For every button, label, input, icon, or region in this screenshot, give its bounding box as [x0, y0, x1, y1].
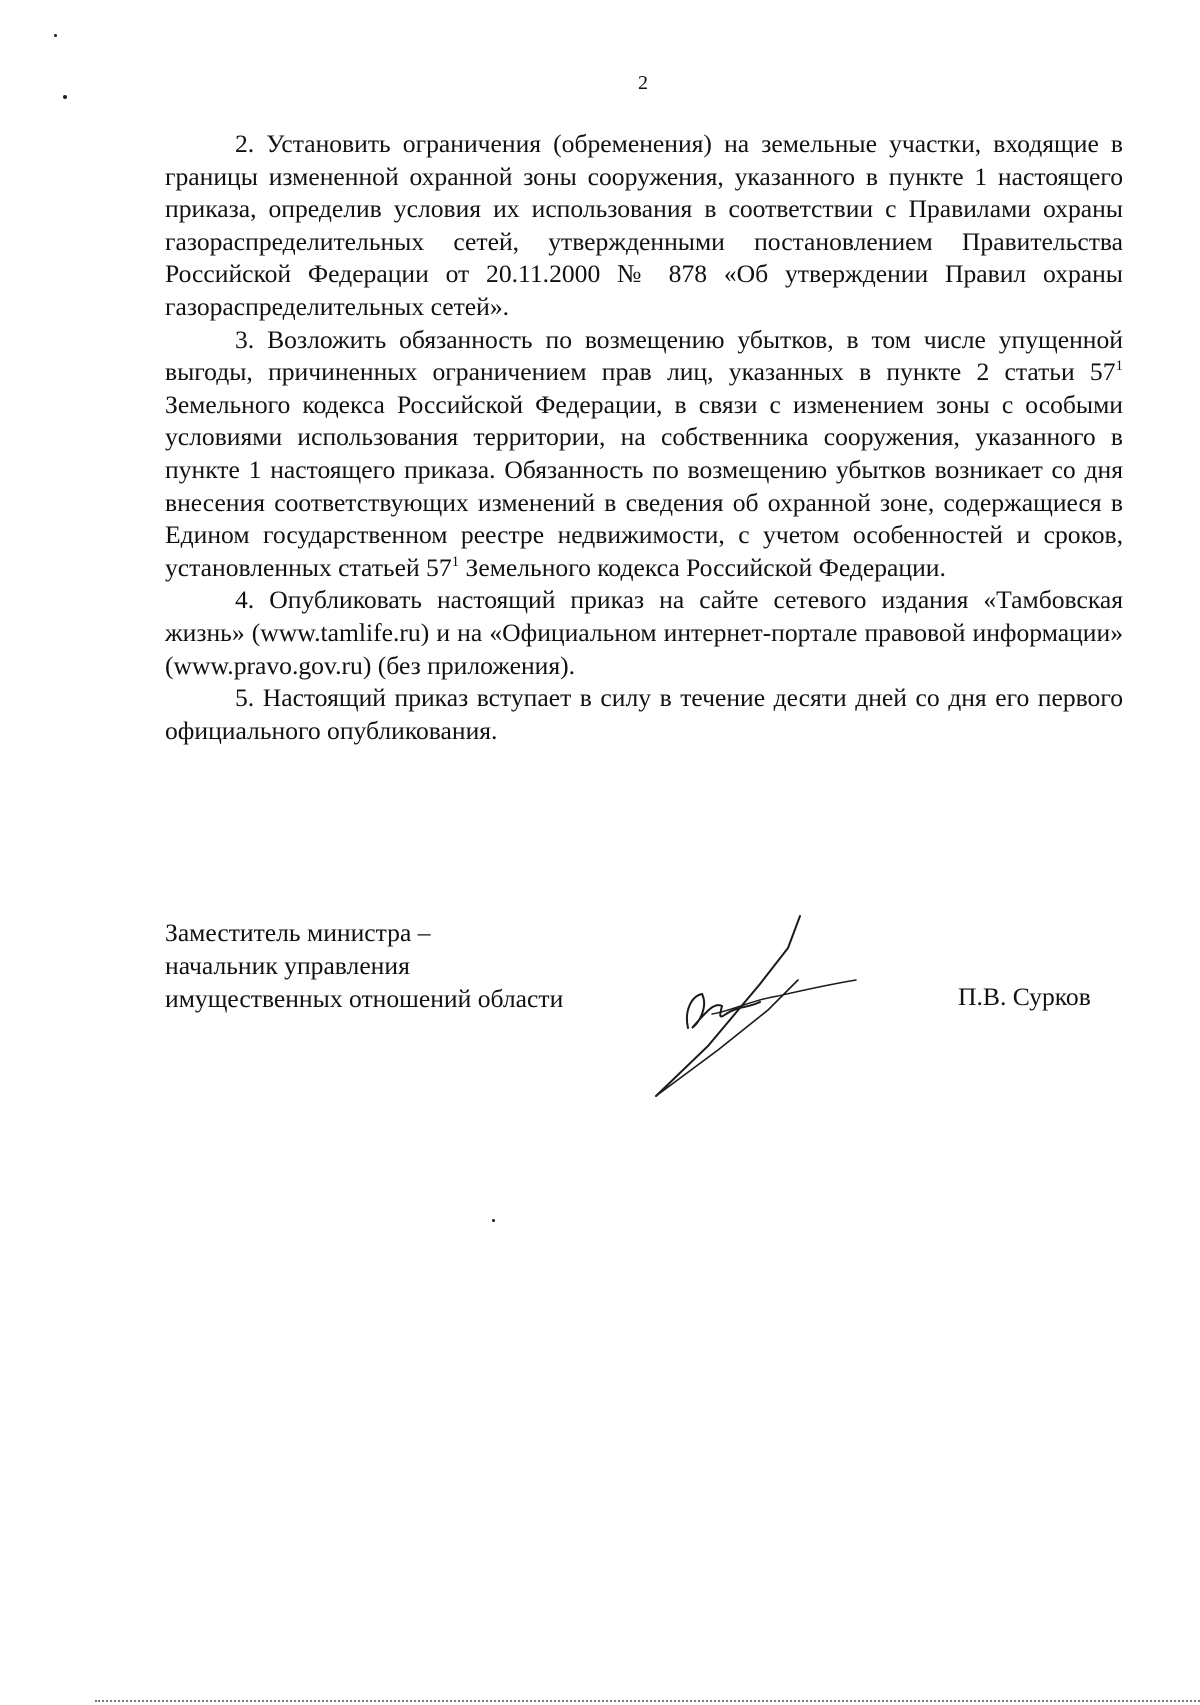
- paragraph-3: [165, 324, 1123, 585]
- paragraph-3-part3: Земельного кодекса Российской Федерации.: [459, 552, 946, 582]
- page-number: 2: [638, 72, 648, 94]
- paragraph-5: 5. Настоящий приказ вступает в силу в течение десяти дней со дня его первого официального опубликования.: [165, 683, 1123, 745]
- paragraph-4: 4. Опубликовать настоящий приказ на сайте сетевого издания «Тамбовская жизнь» (www.tamlife.ru) и на «Официальном интернет-портале правовой информации» (www.pravo.gov.ru) (без приложения).: [165, 585, 1123, 680]
- paragraph-3-part2: Земельного кодекса Российской Федерации, в связи с изменением зоны с особыми условиями использования территории, на собственника сооружения, указанного в пункте 1 настоящего приказа. Обязанность по возмещению убытков возникает со дня внесения соответствующих изменений в сведения об охранной зоне, содержащиеся в Едином государственном реестре недвижимости, с учетом особенностей и сроков, установленных статьей 57: [165, 389, 1123, 582]
- scan-edge-line: [95, 1700, 1200, 1702]
- paragraph-3-part1: 3. Возложить обязанность по возмещению убытков, в том числе упущенной выгоды, причиненных ограничением прав лиц, указанных в пункте 2 статьи 57: [165, 324, 1123, 387]
- scan-speck: [63, 95, 67, 99]
- paragraph-2: 2. Установить ограничения (обременения) на земельные участки, входящие в границы измененной охранной зоны сооружения, указанного в пункте 1 настоящего приказа, определив условия их использования в соответствии с Правилами охраны газораспределительных сетей, утвержденными постановлением Правительства Российской Федерации от 20.11.2000 № 878 «Об утверждении Правил охраны газораспределительных сетей».: [165, 129, 1123, 321]
- superscript: 1: [451, 553, 460, 570]
- signer-name: П.В. Сурков: [958, 982, 1091, 1011]
- signer-title-line1: Заместитель министра –: [165, 918, 431, 947]
- superscript: 1: [1115, 358, 1123, 375]
- scan-speck: [54, 34, 57, 37]
- document-body: [165, 128, 1123, 747]
- scan-speck: [492, 1219, 495, 1222]
- signer-title-line2: начальник управления: [165, 951, 410, 980]
- signer-title: [165, 916, 563, 1015]
- handwritten-signature: [648, 910, 858, 1100]
- signer-title-line3: имущественных отношений области: [165, 984, 564, 1013]
